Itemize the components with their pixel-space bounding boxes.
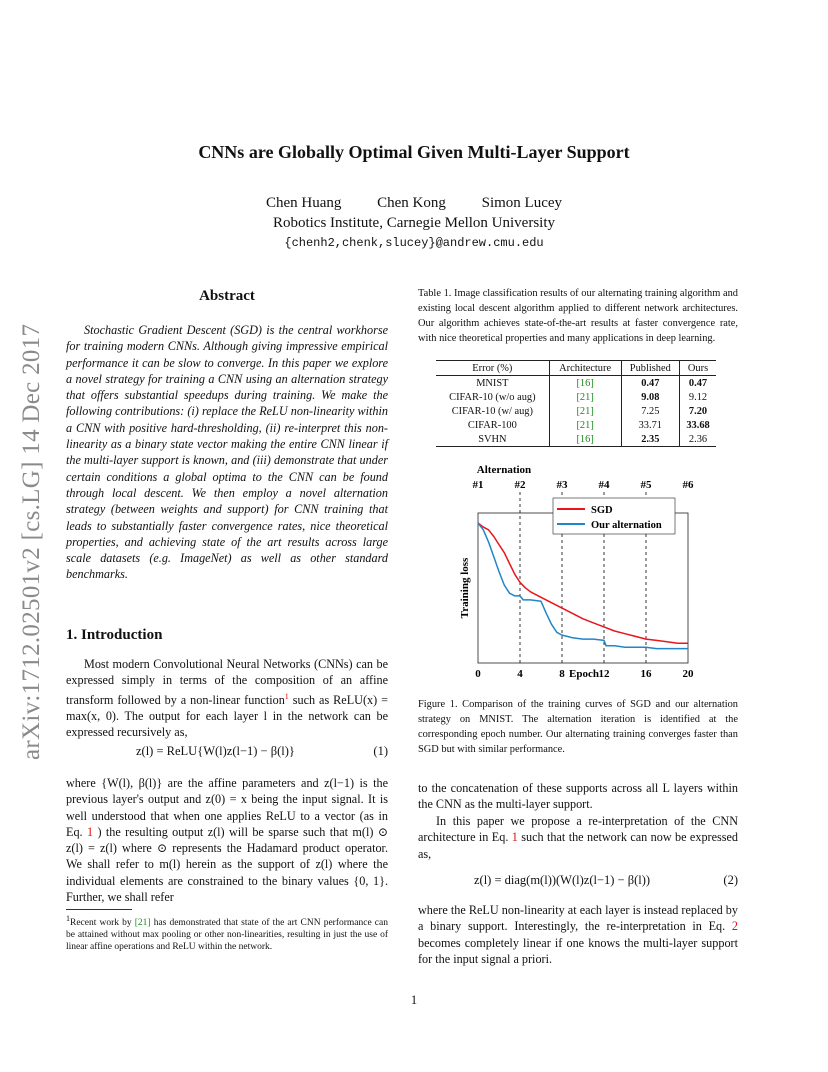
table-row — [436, 404, 716, 418]
y-axis-label: Training loss — [459, 557, 471, 619]
equation-link[interactable]: 1 — [86, 824, 94, 839]
equation-body: z(l) = ReLU{W(l)z(l−1) − β(l)} — [136, 744, 295, 758]
chart-legend — [553, 498, 675, 534]
published-cell: 33.71 — [621, 418, 680, 432]
table-header: Error (%) — [436, 361, 549, 376]
table-header: Architecture — [549, 361, 621, 376]
table-caption: Table 1. Image classification results of our alternating training algorithm and existing local descent algorithm applied to different network architectures. Our algorithm achieves state-of-the-art results at faster convergence rate, with nice theoretical properties and many applications in deep learning. — [418, 288, 738, 344]
alternation-tick-label: #1 — [472, 479, 484, 491]
footnote-number: 1 — [66, 914, 70, 923]
training-loss-chart — [418, 458, 738, 688]
author-name: Chen Huang — [265, 195, 342, 211]
x-tick-label: 16 — [640, 668, 652, 680]
citation-link[interactable]: [21] — [549, 404, 621, 418]
author-name: Simon Lucey — [481, 195, 563, 211]
ours-cell: 2.36 — [680, 432, 716, 447]
table-header: Published — [621, 361, 680, 376]
paragraph-text: In this paper we propose a re-interpretation of the CNN architecture in Eq. — [418, 814, 738, 845]
dataset-cell: CIFAR-10 (w/ aug) — [451, 405, 533, 417]
alternation-label: Alternation — [476, 464, 532, 476]
series-lines — [478, 523, 688, 649]
abstract-heading: Abstract — [199, 288, 255, 304]
dataset-cell: SVHN — [478, 433, 507, 445]
table-row — [436, 376, 716, 391]
table-header: Ours — [680, 361, 716, 376]
table-row — [436, 390, 716, 404]
x-tick-label: 4 — [517, 668, 523, 680]
paragraph-text: becomes completely linear if one knows the multi-layer support for the input signal a priori. — [418, 935, 738, 966]
alternation-tick-label: #2 — [514, 479, 526, 491]
author-list — [0, 195, 828, 212]
paragraph-text: such that the network can now be expressed as, — [418, 830, 738, 861]
intro-paragraph — [66, 775, 388, 905]
equation-link[interactable]: 2 — [731, 919, 738, 934]
paragraph-text: where {W(l), β(l)} are the affine parameters and z(l−1) is the previous layer's output and z(0) = x being the input signal. It is well understood that when one applies ReLU to a vector (as in Eq. — [66, 776, 388, 839]
x-tick-label: 8 — [559, 668, 565, 680]
body-paragraph: to the concatenation of these supports across all L layers within the CNN as the multi-layer support. — [418, 781, 738, 812]
arxiv-watermark: arXiv:1712.02501v2 [cs.LG] 14 Dec 2017 — [18, 323, 45, 760]
table-row — [436, 418, 716, 432]
figure-caption: Figure 1. Comparison of the training curves of SGD and our alternation strategy on MNIST. The alternation iteration is identified at the corresponding epoch number. Our alternating training converges faster than SGD but with similar performance. — [418, 699, 738, 755]
table-row — [436, 432, 716, 447]
author-name: Chen Kong — [377, 195, 446, 211]
dataset-cell: CIFAR-100 — [467, 419, 517, 431]
intro-paragraph — [66, 656, 388, 741]
footnote-text: has demonstrated that state of the art CNN performance can be attained without max pooling or other non-linearities, resulting in just the use of linear affine operations and ReLU within the network. — [66, 918, 388, 953]
citation-link[interactable]: [21] — [549, 390, 621, 404]
series-line — [478, 523, 688, 643]
published-cell: 2.35 — [621, 432, 680, 447]
alternation-tick-label: #4 — [598, 479, 610, 491]
abstract-text: Stochastic Gradient Descent (SGD) is the central workhorse for training modern CNNs. Although giving impressive empirical performance it can be slow to converge. In this paper we explore a novel strategy for training a CNN using an alternation strategy that offers substantial speedups during training. We make the following contributions: (i) replace the ReLU non-linearity within a CNN with positive hard-thresholding, (ii) re-interpret this non-linearity as a binary state vector making the entire CNN linear if the multi-layer support is known, and (iii) demonstrate that under certain conditions a global optima to the CNN can be found through local descent. We then employ a novel alternation strategy (between weights and support) for CNN training that leads to substantially faster convergence rates, nice theoretical properties, and achieving state of the art results across large scale datasets (e.g. ImageNet) as well as other standard benchmarks. — [66, 323, 388, 582]
body-paragraph — [418, 902, 738, 967]
published-cell: 0.47 — [621, 376, 680, 391]
x-tick-label: 20 — [682, 668, 694, 680]
body-paragraph — [418, 813, 738, 862]
footnote-divider — [66, 909, 132, 910]
citation-link[interactable]: [21] — [549, 418, 621, 432]
paragraph-text: Most modern Convolutional Neural Networks (CNNs) can be expressed simply in terms of the composition of an affine transform followed by a non-linear function — [66, 657, 388, 707]
results-table — [436, 360, 716, 447]
x-tick-label: 12 — [598, 668, 610, 680]
paragraph-text: ) the resulting output z(l) will be sparse such that m(l) ⊙ z(l) = z(l) where ⊙ represents the Hadamard product operator. We shall refer to m(l) herein as the support of z(l) where the individual elements are constrained to the binary values {0, 1}. Further, we shall refer — [66, 824, 388, 905]
citation-link[interactable]: [16] — [549, 432, 621, 447]
alternation-tick-label: #5 — [640, 479, 652, 491]
x-axis-label: Epoch — [569, 668, 599, 680]
paragraph-text: where the ReLU non-linearity at each layer is instead replaced by a binary support. Interestingly, the re-interpretation in Eq. — [418, 903, 738, 934]
footnote-text: Recent work by — [70, 918, 135, 929]
legend-label: SGD — [591, 505, 613, 516]
dataset-cell: CIFAR-10 (w/o aug) — [449, 391, 536, 403]
paper-title: CNNs are Globally Optimal Given Multi-Layer Support — [198, 142, 630, 162]
alternation-tick-label: #3 — [556, 479, 568, 491]
page-number: 1 — [410, 993, 418, 1007]
footnote-marker[interactable]: 1 — [284, 691, 289, 701]
author-email[interactable]: {chenh2,chenk,slucey}@andrew.cmu.edu — [284, 236, 544, 250]
citation-link[interactable]: [21] — [134, 918, 151, 929]
equation-number: (1) — [373, 744, 388, 758]
ours-cell: 33.68 — [680, 418, 716, 432]
affiliation: Robotics Institute, Carnegie Mellon University — [272, 215, 556, 231]
equation-body: z(l) = diag(m(l))(W(l)z(l−1) − β(l)) — [474, 873, 651, 887]
alternation-tick-label: #6 — [682, 479, 694, 491]
footnote — [66, 913, 388, 953]
ours-cell: 7.20 — [680, 404, 716, 418]
equation-link[interactable]: 1 — [511, 830, 518, 845]
ours-cell: 0.47 — [680, 376, 716, 391]
series-line — [478, 523, 688, 649]
legend-label: Our alternation — [591, 520, 662, 531]
published-cell: 9.08 — [621, 390, 680, 404]
citation-link[interactable]: [16] — [549, 376, 621, 391]
published-cell: 7.25 — [621, 404, 680, 418]
paragraph-text: such as ReLU(x) = max(x, 0). The output for each layer l in the network can be expressed recursively as, — [66, 692, 388, 740]
intro-heading: 1. Introduction — [66, 627, 163, 643]
table-header-row — [436, 361, 716, 376]
ours-cell: 9.12 — [680, 390, 716, 404]
equation-number: (2) — [723, 873, 738, 887]
x-tick-label: 0 — [475, 668, 481, 680]
dataset-cell: MNIST — [476, 377, 509, 389]
